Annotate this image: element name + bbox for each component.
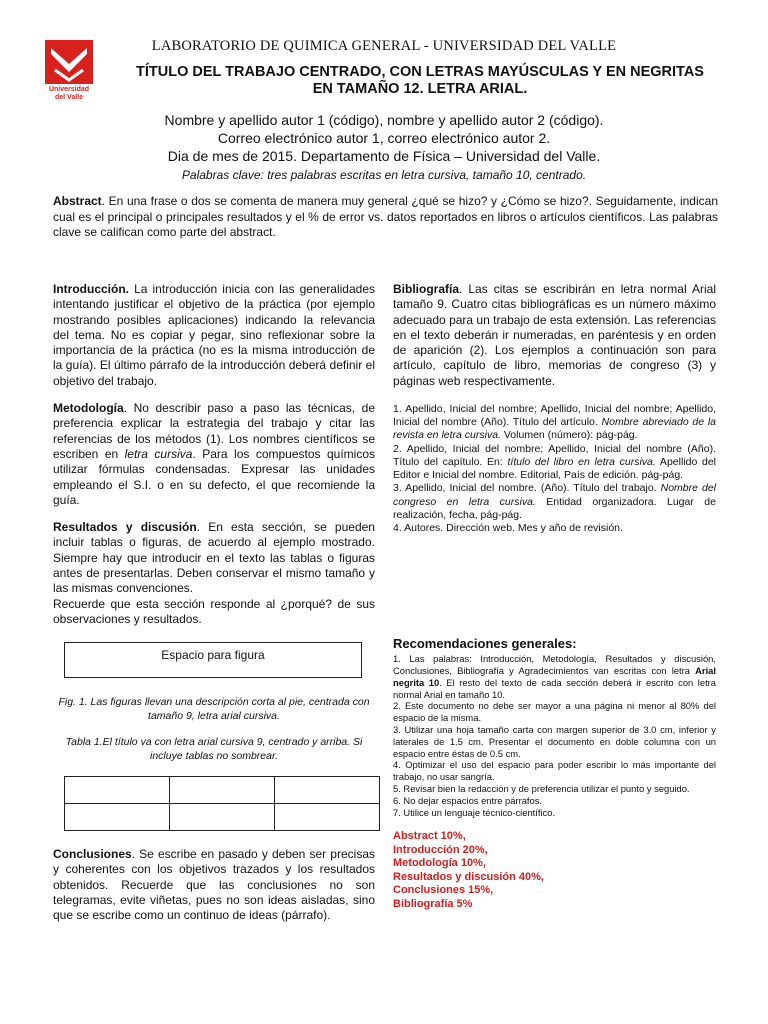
results-section: Resultados y discusión. En esta sección, se pueden incluir tablas o figuras, de acuerdo al ejemplo mostrado. Siempre hay que introducir en el texto las tablas o figuras antes de presentarlas. Deben conservar el mismo tamaño y las mismas convenciones. bbox=[53, 520, 375, 596]
keywords: Palabras clave: tres palabras escritas en letra cursiva, tamaño 10, centrado. bbox=[181, 168, 587, 182]
page-title: TÍTULO DEL TRABAJO CENTRADO, CON LETRAS MAYÚSCULAS Y EN NEGRITAS EN TAMAÑO 12. LETRA ARIAL. bbox=[136, 64, 704, 97]
authors-block bbox=[0, 111, 768, 165]
reference-3: 3. Apellido, Inicial del nombre. (Año). Título del trabajo. Nombre del congreso en letra cursiva. Entidad organizadora. Lugar de realización, fecha, pág-pág. bbox=[393, 482, 716, 521]
figure-placeholder: Espacio para figura bbox=[64, 642, 362, 678]
authors-date: Dia de mes de 2015. Departamento de Física – Universidad del Valle. bbox=[167, 148, 601, 164]
authors-emails: Correo electrónico autor 1, correo electrónico autor 2. bbox=[217, 130, 551, 146]
recommendations-list: 1. Las palabras: Introducción, Metodología, Resultados y discusión, Conclusiones, Bibliografía y Agradecimientos van escritas con letra Arial negrita 10. El resto del texto de cada sección deberá ir escrito con letra normal Arial en tamaño 10. 2. Este documento no debe ser mayor a una página ni menor al 80% del espacio de la misma. 3. Utilizar una hoja tamaño carta con margen superior de 3.0 cm, inferior y laterales de 1.5 cm. Presentar el documento en doble columna con un espacio entre éstas de 0.5 cm. 4. Optimizar el uso del espacio para poder escribir lo más importante del trabajo, no usar sangría. 5. Revisar bien la redacción y de preferencia utilizar el punto y seguido. 6. No dejar espacios entre párrafos. 7. Utilice un lenguaje técnico-científico. bbox=[393, 653, 717, 818]
results-section-note: Recuerde que esta sección responde al ¿porqué? de sus observaciones y resultados. bbox=[53, 596, 375, 626]
figure-caption: Fig. 1. Las figuras llevan una descripción corta al pie, centrada con tamaño 9, letra arial cursiva. bbox=[58, 696, 370, 722]
bibliography-section: Bibliografía. Las citas se escribirán en letra normal Arial tamaño 9. Cuatro citas bibliográficas es un número máximo adecuado para un trabajo de esta extensión. Las referencias en el texto deberán ir numeradas, en paréntesis y en orden de aparición (2). Los ejemplos a continuación son para artículo, capítulo de libro, memorias de congreso (3) y páginas web respectivamente. bbox=[393, 282, 716, 388]
methodology-section: Metodología. No describir paso a paso las técnicas, de preferencia explicar la estrategia del trabajo y citar las referencias de los métodos (1). Los nombres científicos se escriben en letra cursiva. Para los compuestos químicos utilizar fórmulas condensadas. Expresar las unidades empleando el S.I. o en su defecto, el que recomiende la guía. bbox=[53, 401, 376, 507]
left-column bbox=[53, 282, 375, 639]
recommendations-section bbox=[393, 636, 716, 911]
reference-4: 4. Autores. Dirección web. Mes y año de revisión. bbox=[393, 521, 623, 534]
references-list bbox=[393, 403, 716, 535]
lab-header: LABORATORIO DE QUIMICA GENERAL - UNIVERSIDAD DEL VALLE bbox=[151, 38, 617, 54]
reference-2: 2. Apellido, Inicial del nombre; Apellido, Inicial del nombre (Año). Título del capítulo. En: título del libro en letra cursiva. Apellido del Editor e Inicial del nombre. Editorial, País de edición. pág-pág. bbox=[393, 442, 716, 482]
abstract: Abstract. En una frase o dos se comenta de manera muy general ¿qué se hizo? y ¿Cómo se hizo?. Seguidamente, indican cual es el principal o principales resultados y el % de error vs. datos reportados en libros o artículos científicos. Las palabras clave se califican como parte del abstract. bbox=[53, 194, 718, 239]
grading-breakdown: Abstract 10%, Introducción 20%, Metodología 10%, Resultados y discusión 40%, Conclusiones 15%, Bibliografía 5% bbox=[393, 830, 544, 910]
reference-1: 1. Apellido, Inicial del nombre; Apellido, Inicial del nombre; Apellido, Inicial del nombre (Año). Título del artículo. Nombre abreviado de la revista en letra cursiva. Volumen (número): pág-pág. bbox=[393, 403, 716, 442]
right-column bbox=[393, 282, 716, 535]
introduction-section: Introducción. La introducción inicia con las generalidades intentando justificar el objetivo de la práctica (por ejemplo mostrando posibles aplicaciones) indicando la relevancia del tema. No es copiar y pegar, sino reflexionar sobre la importancia de la práctica (no es la misma introducción de la guía). El último párrafo de la introducción deberá definir el objetivo del trabajo. bbox=[53, 282, 375, 388]
authors-names: Nombre y apellido autor 1 (código), nombre y apellido autor 2 (código). bbox=[164, 112, 604, 128]
empty-table bbox=[64, 776, 380, 831]
recommendations-title: Recomendaciones generales: bbox=[393, 636, 577, 651]
table-caption: Tabla 1.El título va con letra arial cursiva 9, centrado y arriba. Si incluye tablas no sombrear. bbox=[65, 736, 363, 762]
logo-text: Universidad del Valle bbox=[48, 86, 90, 101]
conclusions-section: Conclusiones. Se escribe en pasado y deben ser precisas y coherentes con los objetivos trazados y los resultados obtenidos. Recuerde que las conclusiones no son telegramas, evite viñetas, pues no son ideas aisladas, sino que se escribe como un continuo de ideas (párrafo). bbox=[53, 847, 375, 923]
